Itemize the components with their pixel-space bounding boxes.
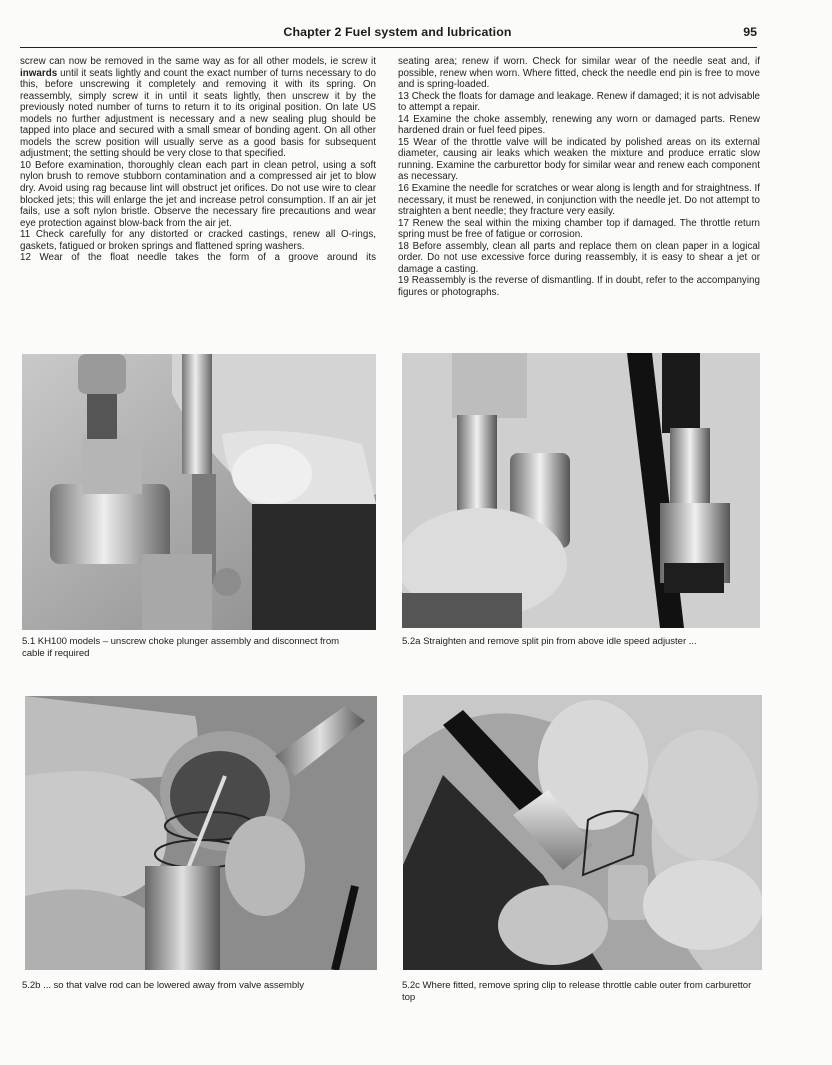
running-header bbox=[20, 22, 757, 48]
caption-figure-5-2c: 5.2c Where fitted, remove spring clip to release throttle cable outer from carburettor top bbox=[402, 980, 752, 1003]
paragraph-12: 12 Wear of the float needle takes the form of a groove around its bbox=[20, 252, 376, 264]
paragraph-18: 18 Before assembly, clean all parts and replace them on clean paper in a logical order. Do not use excessive force during reassembly, it is easy to shear a jet or damage a casting. bbox=[398, 240, 760, 275]
paragraph-10: 10 Before examination, thoroughly clean each part in clean petrol, using a soft nylon brush to remove stubborn contamination and a compressed air jet to blow dry. Avoid using rag because lint will obstruct jet orifices. Do not use wire to clear blocked jets; this will enlarge the jet and increase petrol consumption. If an air jet fails, use a soft nylon bristle. Observe the necessary fire precautions and wear eye protection against blow-back from the air jet. bbox=[20, 159, 376, 229]
paragraph-12-continued: seating area; renew if worn. Check for similar wear of the needle seat and, if possible, renew when worn. Where fitted, check the needle end pin is free to move and is spring-loaded. bbox=[398, 56, 760, 91]
photo-idle-speed-adjuster-illustration bbox=[402, 353, 760, 628]
photo-figure-5-2a bbox=[402, 353, 760, 628]
page-number: 95 bbox=[743, 25, 757, 39]
photo-choke-plunger-illustration bbox=[22, 354, 376, 630]
text-column-left bbox=[20, 56, 376, 264]
photo-valve-rod-illustration bbox=[25, 696, 377, 970]
paragraph-17: 17 Renew the seal within the mixing chamber top if damaged. The throttle return spring must be free of fatigue or corrosion. bbox=[398, 217, 760, 241]
photo-figure-5-1 bbox=[22, 354, 376, 630]
caption-figure-5-2b: 5.2b ... so that valve rod can be lowered away from valve assembly bbox=[22, 980, 304, 991]
paragraph-16: 16 Examine the needle for scratches or wear along is length and for straightness. If necessary, it must be renewed, in conjunction with the needle jet. Do not attempt to straighten a bent needle; they fracture very easily. bbox=[398, 183, 760, 218]
paragraph-15: 15 Wear of the throttle valve will be indicated by polished areas on its external diameter, causing air leaks which weaken the mixture and produce erratic slow running. Examine the carburettor body for similar wear and renew each component as necessary. bbox=[398, 136, 760, 183]
paragraph-13: 13 Check the floats for damage and leakage. Renew if damaged; it is not advisable to attempt a repair. bbox=[398, 90, 760, 114]
paragraph-11: 11 Check carefully for any distorted or cracked castings, renew all O-rings, gaskets, fatigued or broken springs and flattened spring washers. bbox=[20, 229, 376, 252]
chapter-title: Chapter 2 Fuel system and lubrication bbox=[283, 25, 512, 39]
paragraph-9-continued: screw can now be removed in the same way as for all other models, ie screw it inwards until it seats lightly and count the exact number of turns necessary to do this, before unscrewing it completely and removing it with its spring. On reassembly, simply screw it in until it seats lightly, then unscrew it by the previously noted number of turns to return it to its original position. On late US models no further adjustment is necessary and a new sealing plug should be tapped into place and secured with a small smear of bonding agent. On all other models the screw position will usually serve as a good basis for subsequent adjustment; the setting should be very close to that specified. bbox=[20, 56, 376, 160]
emphasis-inwards: inwards bbox=[20, 67, 58, 79]
text-column-right bbox=[398, 56, 760, 298]
photo-figure-5-2b bbox=[25, 696, 377, 970]
paragraph-14: 14 Examine the choke assembly, renewing any worn or damaged parts. Renew hardened drain or fuel feed pipes. bbox=[398, 113, 760, 137]
photo-spring-clip-illustration bbox=[403, 695, 762, 970]
caption-figure-5-2a: 5.2a Straighten and remove split pin from above idle speed adjuster ... bbox=[402, 636, 697, 647]
paragraph-19: 19 Reassembly is the reverse of dismantling. If in doubt, refer to the accompanying figures or photographs. bbox=[398, 275, 760, 298]
caption-figure-5-1: 5.1 KH100 models – unscrew choke plunger assembly and disconnect from cable if required bbox=[22, 636, 340, 659]
photo-figure-5-2c bbox=[403, 695, 762, 970]
